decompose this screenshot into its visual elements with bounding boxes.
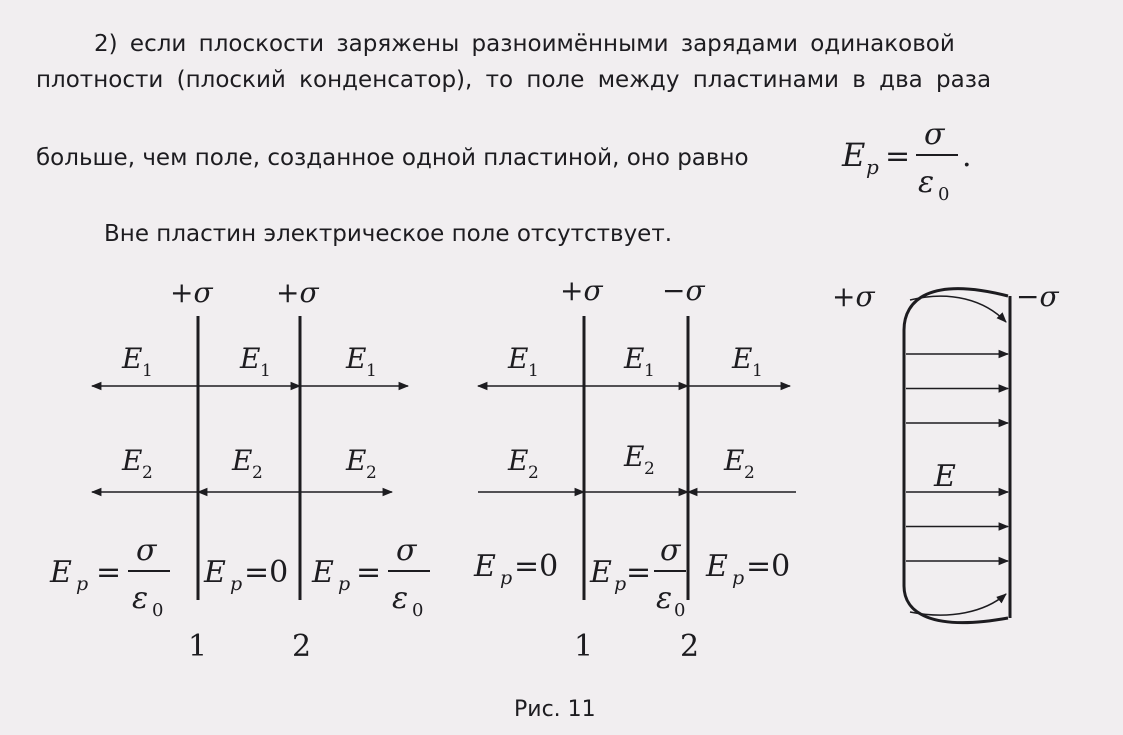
field-label-sub: 1: [644, 361, 655, 381]
field-label-sub: 2: [366, 463, 377, 483]
result-num: σ: [136, 533, 157, 568]
field-label-sub: 2: [744, 463, 755, 483]
plate-number: 1: [574, 629, 594, 664]
field-label: [507, 444, 539, 483]
field-label: [121, 444, 153, 483]
main-formula-eq: =: [885, 139, 911, 174]
field-label: [345, 444, 377, 483]
paragraph-line-3: больше, чем поле, созданное одной пластиной, оно равно: [36, 145, 749, 171]
field-arrows: [906, 354, 1008, 561]
charge-label: +σ: [170, 276, 213, 309]
field-label: [121, 342, 153, 381]
field-label-sub: 2: [142, 463, 153, 483]
charge-label: −σ: [1016, 280, 1059, 313]
diagram-1: [49, 276, 430, 664]
field-label-sub: 1: [260, 361, 271, 381]
result-den-sub: 0: [674, 600, 686, 621]
field-arrow: [910, 296, 1006, 322]
charge-label: +σ: [832, 280, 875, 313]
result-num: σ: [396, 533, 417, 568]
result-formula: [203, 555, 288, 595]
field-label: [231, 444, 263, 483]
result-sub: p: [230, 573, 243, 595]
field-label-letter: E: [624, 342, 645, 375]
field-label: [239, 342, 271, 381]
field-label-letter: E: [508, 342, 529, 375]
main-formula-den: ε: [918, 165, 935, 200]
result-num: σ: [660, 533, 681, 568]
charge-label: +σ: [560, 274, 603, 307]
field-label-sub: 2: [528, 463, 539, 483]
field-label: E: [934, 459, 956, 494]
field-label-sub: 1: [752, 361, 763, 381]
field-label-sub: 2: [252, 463, 263, 483]
result-value: =0: [746, 549, 791, 584]
main-formula-sub: p: [866, 155, 879, 179]
field-label-letter: E: [508, 444, 529, 477]
result-den: ε: [392, 581, 409, 616]
field-label-sub: 1: [366, 361, 377, 381]
result-eq: =: [96, 555, 122, 590]
paragraph-line-2-text: плотности (плоский конденсатор), то поле между пластинами в два раза: [36, 67, 992, 93]
main-formula: [841, 117, 972, 205]
field-label-letter: E: [346, 342, 367, 375]
result-lhs: E: [474, 549, 496, 584]
diagram-3: [832, 280, 1059, 623]
field-label: [623, 342, 655, 381]
field-label-letter: E: [122, 444, 143, 477]
field-label-sub: 1: [142, 361, 153, 381]
field-label-letter: E: [240, 342, 261, 375]
result-value: =0: [244, 555, 289, 590]
result-lhs: E: [590, 555, 612, 590]
result-formula: [311, 533, 430, 621]
result-value: =0: [514, 549, 559, 584]
result-sub: p: [500, 567, 513, 589]
field-label-letter: E: [724, 444, 745, 477]
plate-number: 2: [292, 629, 312, 664]
main-formula-lhs: E: [842, 136, 866, 174]
result-den: ε: [656, 581, 673, 616]
diagram-2: [473, 274, 796, 664]
field-label-letter: E: [624, 440, 645, 473]
result-lhs: E: [50, 555, 72, 590]
result-lhs: E: [706, 549, 728, 584]
result-den: ε: [132, 581, 149, 616]
field-label-letter: E: [732, 342, 753, 375]
field-label-letter: E: [346, 444, 367, 477]
result-den-sub: 0: [412, 600, 424, 621]
result-eq: =: [626, 555, 652, 590]
main-formula-den-sub: 0: [938, 184, 950, 205]
result-sub: p: [732, 567, 745, 589]
field-label-letter: E: [232, 444, 253, 477]
figure-caption: Рис. 11: [514, 697, 596, 722]
field-label: [345, 342, 377, 381]
result-sub: p: [76, 573, 89, 595]
result-formula: [589, 533, 686, 621]
result-formula: [49, 533, 170, 621]
plate-number: 1: [188, 629, 208, 664]
field-label: [623, 440, 655, 479]
plate-number: 2: [680, 629, 700, 664]
result-formula: [705, 549, 790, 589]
field-label: [507, 342, 539, 381]
result-sub: p: [338, 573, 351, 595]
result-formula: [473, 549, 558, 589]
result-sub: p: [614, 573, 627, 595]
capacitor-outline: [904, 289, 1008, 623]
paragraph-line-1-text: 2) если плоскости заряжены разноимёнными зарядами одинаковой: [94, 31, 955, 57]
field-arrow: [910, 594, 1006, 615]
result-eq: =: [356, 555, 382, 590]
main-formula-end: .: [962, 139, 972, 174]
result-lhs: E: [204, 555, 226, 590]
charge-label: +σ: [276, 276, 319, 309]
field-label-sub: 1: [528, 361, 539, 381]
main-formula-num: σ: [924, 117, 945, 152]
field-label: [723, 444, 755, 483]
result-den-sub: 0: [152, 600, 164, 621]
result-lhs: E: [312, 555, 334, 590]
field-label: [731, 342, 763, 381]
paragraph-line-4: Вне пластин электрическое поле отсутствует.: [104, 221, 673, 247]
field-label-sub: 2: [644, 459, 655, 479]
charge-label: −σ: [662, 274, 705, 307]
field-label-letter: E: [122, 342, 143, 375]
